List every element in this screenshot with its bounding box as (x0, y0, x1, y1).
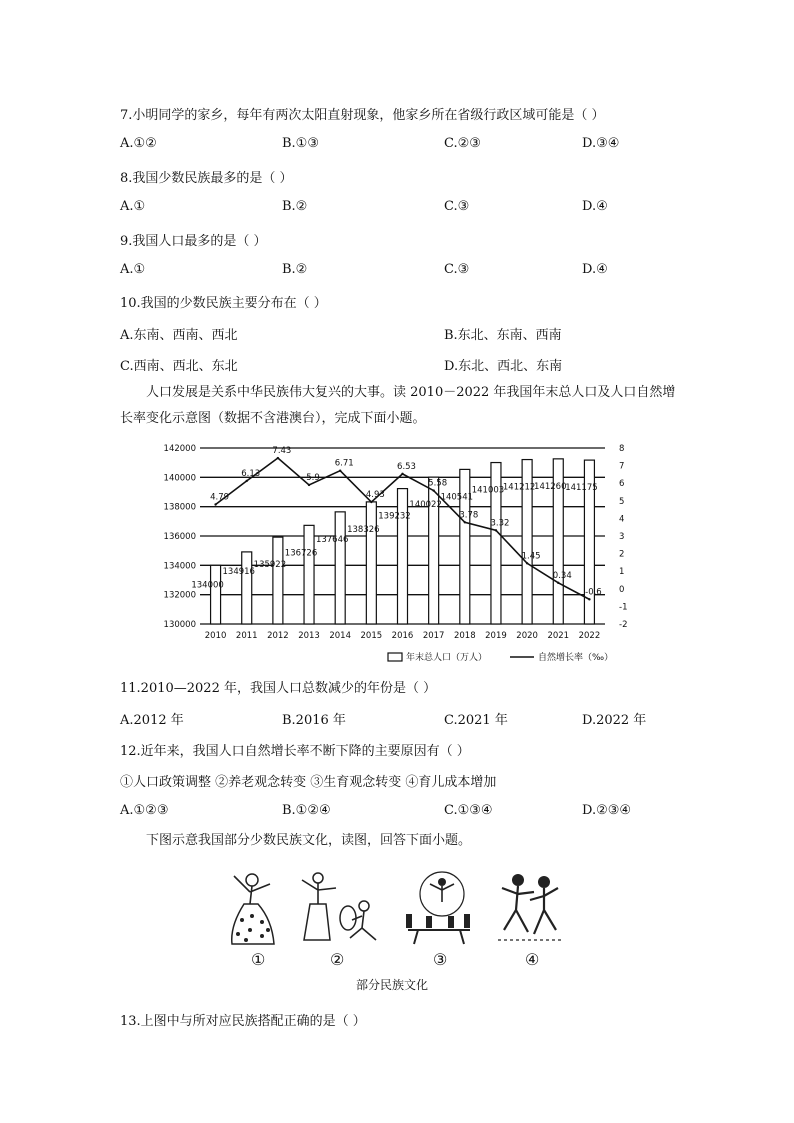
q8-option-a[interactable]: A.① (120, 199, 146, 214)
right-tick-label: 2 (619, 549, 625, 560)
right-tick-label: 8 (619, 444, 625, 454)
right-tick-label: 3 (619, 532, 625, 542)
q9-option-d[interactable]: D.④ (582, 262, 608, 277)
x-tick-label: 2013 (298, 631, 320, 641)
dancer-figure-4 (494, 870, 566, 946)
legend-bar-label: 年末总人口（万人） (406, 653, 488, 663)
legend-line-label: 自然增长率（‰） (538, 653, 614, 663)
right-tick-label: 1 (619, 567, 625, 578)
legend-bar-swatch (388, 653, 402, 661)
q8-option-b[interactable]: B.② (282, 199, 308, 214)
q10-option-b[interactable]: B.东北、东南、西南 (444, 328, 562, 343)
population-bar (304, 525, 314, 624)
question-13: 13.上图中与所对应民族搭配正确的是（ ） (120, 1014, 366, 1029)
figure-caption: 部分民族文化 (356, 978, 429, 992)
growth-rate-label: 3.32 (490, 518, 510, 529)
q8-option-c[interactable]: C.③ (444, 199, 470, 214)
x-tick-label: 2020 (516, 631, 538, 641)
population-value-label: 134000 (191, 580, 224, 591)
population-value-label: 141003 (471, 485, 505, 496)
dancer-figure-2 (296, 870, 382, 946)
q12-option-c[interactable]: C.①③④ (444, 803, 493, 818)
growth-rate-label: 6.53 (397, 461, 416, 472)
left-tick-label: 138000 (163, 502, 196, 513)
growth-rate-point (246, 480, 248, 482)
x-tick-label: 2017 (422, 631, 445, 641)
right-tick-label: 5 (619, 496, 625, 507)
growth-rate-point (339, 470, 341, 472)
q8-option-d[interactable]: D.④ (582, 199, 608, 214)
figure-intro-paragraph: 下图示意我国部分少数民族文化，读图，回答下面小题。 (146, 833, 472, 848)
population-value-label: 140541 (440, 492, 474, 503)
population-value-label: 141260 (534, 481, 567, 492)
growth-rate-point (214, 503, 216, 505)
left-tick-label: 132000 (163, 590, 196, 601)
figure-number-3: ③ (433, 950, 448, 969)
growth-rate-label: 5.9 (306, 472, 320, 483)
question-7: 7.小明同学的家乡，每年有两次太阳直射现象，他家乡所在省级行政区域可能是（ ） (120, 108, 605, 123)
swing-figure-3 (402, 870, 476, 946)
x-tick-label: 2011 (235, 631, 258, 641)
growth-rate-point (370, 501, 372, 503)
q12-option-a[interactable]: A.①②③ (120, 803, 169, 818)
population-bar (335, 512, 345, 624)
right-tick-label: -2 (619, 620, 628, 630)
population-value-label: 134916 (222, 566, 255, 577)
q10-option-d[interactable]: D.东北、西北、东南 (444, 359, 563, 374)
q12-option-d[interactable]: D.②③④ (582, 803, 632, 818)
x-tick-label: 2010 (204, 631, 227, 641)
population-value-label: 135922 (253, 560, 287, 571)
question-9: 9.我国人口最多的是（ ） (120, 234, 267, 249)
right-tick-label: 0 (619, 584, 625, 595)
growth-rate-point (401, 473, 403, 475)
q10-option-c[interactable]: C.西南、西北、东北 (120, 359, 238, 374)
growth-rate-point (588, 598, 590, 600)
growth-rate-label: 0.34 (552, 570, 572, 581)
x-tick-label: 2015 (360, 631, 383, 641)
x-tick-label: 2014 (329, 631, 352, 641)
question-8: 8.我国少数民族最多的是（ ） (120, 171, 293, 186)
figure-number-2: ② (330, 950, 345, 969)
x-tick-label: 2016 (391, 631, 414, 641)
growth-rate-label: -0.6 (585, 587, 602, 598)
population-bar (366, 502, 376, 624)
right-tick-label: 6 (619, 479, 625, 490)
dancer-figure-1 (222, 870, 284, 946)
growth-rate-label: 5.58 (428, 478, 448, 489)
chart-intro-paragraph: 人口发展是关系中华民族伟大复兴的大事。读 2010－2022 年我国年末总人口及人口自然增长率变化示意图（数据不含港澳台），完成下面小题。 (120, 385, 676, 426)
figure-number-1: ① (251, 950, 266, 969)
growth-rate-point (464, 521, 466, 523)
growth-rate-label: 7.43 (272, 446, 292, 457)
q12-option-b[interactable]: B.①②④ (282, 803, 331, 818)
q11-option-b[interactable]: B.2016 年 (282, 713, 346, 728)
population-bar (398, 489, 408, 624)
right-tick-label: 4 (619, 514, 625, 525)
population-value-label: 140022 (409, 500, 442, 511)
question-10: 10.我国的少数民族主要分布在（ ） (120, 296, 327, 311)
population-value-label: 139232 (378, 511, 411, 522)
right-tick-label: 7 (619, 461, 625, 472)
q11-option-d[interactable]: D.2022 年 (582, 713, 647, 728)
q9-option-c[interactable]: C.③ (444, 262, 470, 277)
population-value-label: 136726 (284, 548, 318, 559)
population-bar (211, 565, 221, 624)
figure-number-4: ④ (525, 950, 540, 969)
right-tick-label: -1 (619, 602, 628, 613)
growth-rate-point (495, 529, 497, 531)
x-tick-label: 2019 (485, 631, 507, 641)
growth-rate-label: 3.78 (459, 510, 479, 521)
left-tick-label: 136000 (163, 532, 196, 542)
growth-rate-point (557, 582, 559, 584)
q7-option-c[interactable]: C.②③ (444, 136, 481, 151)
growth-rate-point (277, 457, 279, 459)
growth-rate-label: 1.45 (521, 551, 541, 562)
growth-rate-point (432, 489, 434, 491)
q10-option-a[interactable]: A.东南、西南、西北 (120, 328, 238, 343)
q9-option-a[interactable]: A.① (120, 262, 146, 277)
q7-option-b[interactable]: B.①③ (282, 136, 319, 151)
growth-rate-label: 4.93 (365, 490, 385, 501)
population-bar (273, 537, 283, 624)
population-value-label: 138326 (347, 524, 380, 535)
question-12: 12.近年来，我国人口自然增长率不断下降的主要原因有（ ） (120, 744, 470, 759)
left-tick-label: 140000 (163, 473, 196, 484)
q12-statement-items: ①人口政策调整 ②养老观念转变 ③生育观念转变 ④育儿成本增加 (120, 775, 497, 790)
question-11: 11.2010—2022 年，我国人口总数减少的年份是（ ） (120, 681, 437, 696)
q9-option-b[interactable]: B.② (282, 262, 308, 277)
growth-rate-point (308, 484, 310, 486)
growth-rate-point (526, 562, 528, 564)
population-bar (242, 552, 252, 624)
left-tick-label: 130000 (163, 620, 196, 630)
x-tick-label: 2018 (453, 631, 476, 641)
q7-option-d[interactable]: D.③④ (582, 136, 620, 151)
x-tick-label: 2022 (578, 631, 601, 641)
x-tick-label: 2021 (547, 631, 570, 641)
q7-option-a[interactable]: A.①② (120, 136, 157, 151)
x-tick-label: 2012 (267, 631, 289, 641)
growth-rate-label: 6.71 (334, 458, 354, 469)
population-value-label: 137646 (315, 534, 349, 545)
growth-rate-label: 6.13 (241, 468, 261, 479)
left-tick-label: 142000 (163, 444, 196, 454)
population-value-label: 141175 (565, 483, 598, 494)
q11-option-c[interactable]: C.2021 年 (444, 713, 508, 728)
population-value-label: 141212 (502, 482, 536, 493)
population-chart (150, 438, 650, 670)
left-tick-label: 134000 (163, 561, 196, 572)
q11-option-a[interactable]: A.2012 年 (120, 713, 184, 728)
growth-rate-label: 4.79 (210, 492, 230, 503)
